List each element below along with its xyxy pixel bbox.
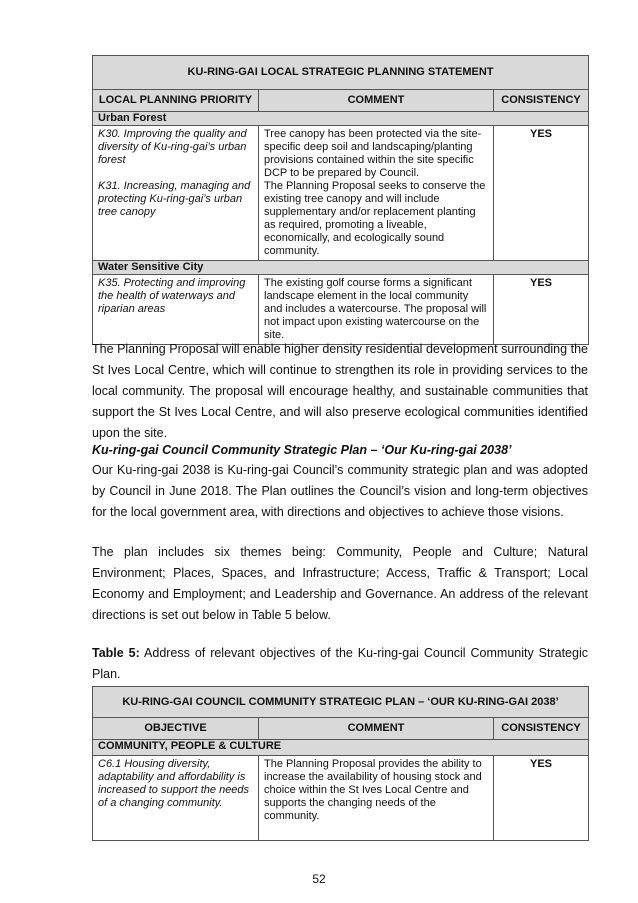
priority-k30: K30. Improving the quality and diversity of Ku-ring-gai’s urban forest: [98, 128, 247, 166]
header-comment: COMMENT: [259, 718, 494, 740]
lsps-title: KU-RING-GAI LOCAL STRATEGIC PLANNING STATEMENT: [93, 56, 589, 90]
header-comment: COMMENT: [259, 90, 494, 112]
table5-caption: [92, 643, 588, 685]
csp-title-row: [93, 687, 589, 718]
section-subheading: Ku-ring-gai Council Community Strategic Plan – ‘Our Ku-ring-gai 2038’: [92, 443, 512, 457]
section-row-water-sensitive-city: [93, 261, 589, 275]
paragraph-csp-intro: Our Ku-ring-gai 2038 is Ku-ring-gai Council’s community strategic plan and was adopted by Council in June 2018. The Plan outlines the Council’s vision and long-term objectives for the local government area, with directions and objectives to achieve those visions.: [92, 463, 588, 519]
comment-cell: The Planning Proposal provides the ability to increase the availability of housing stock and choice within the St Ives Local Centre and supports the changing needs of the community.: [259, 756, 494, 841]
table-row: [93, 126, 589, 261]
section-name: Urban Forest: [93, 112, 589, 126]
section-name: COMMUNITY, PEOPLE & CULTURE: [93, 740, 589, 756]
paragraph-themes: The plan includes six themes being: Community, People and Culture; Natural Environment; Places, Spaces, and Infrastructure; Access, Traffic & Transport; Local Economy and Employment; and Leadership and Governance. An address of the relevant directions is set out below in Table 5 below.: [92, 545, 588, 622]
comment-text: Tree canopy has been protected via the site-specific deep soil and landscaping/planting provisions contained within the site specific DCP to be prepared by Council.: [264, 128, 482, 179]
lsps-table: [92, 55, 589, 345]
section-name: Water Sensitive City: [93, 261, 589, 275]
consistency-value: YES: [494, 756, 589, 841]
comment-text: The Planning Proposal seeks to conserve the existing tree canopy and will include supplementary and/or replacement planting as required, promoting a liveable, economically, and ecologically sound community.: [264, 180, 486, 257]
section-row-urban-forest: [93, 112, 589, 126]
priority-cell: [93, 126, 259, 261]
priority-k31: K31. Increasing, managing and protecting Ku-ring-gai’s urban tree canopy: [98, 180, 251, 218]
table-row: [93, 756, 589, 841]
priority-k35: K35. Protecting and improving the health of waterways and riparian areas: [98, 277, 246, 315]
lsps-title-row: [93, 56, 589, 90]
section-row-community: [93, 740, 589, 756]
page-number: 52: [312, 872, 326, 886]
csp-title: KU-RING-GAI COUNCIL COMMUNITY STRATEGIC PLAN – ‘OUR KU-RING-GAI 2038’: [93, 687, 589, 718]
header-consistency: CONSISTENCY: [494, 90, 589, 112]
csp-table: [92, 686, 589, 841]
lsps-header-row: [93, 90, 589, 112]
consistency-value: YES: [494, 126, 589, 261]
objective-cell: C6.1 Housing diversity, adaptability and affordability is increased to support the needs of a changing community.: [93, 756, 259, 841]
header-objective: OBJECTIVE: [93, 718, 259, 740]
table-row: [93, 275, 589, 345]
table5-label: Table 5:: [92, 646, 140, 660]
csp-header-row: [93, 718, 589, 740]
table5-text: Address of relevant objectives of the Ku-ring-gai Council Community Strategic Plan.: [92, 646, 588, 681]
paragraph-planning-proposal: The Planning Proposal will enable higher density residential development surrounding the St Ives Local Centre, which will continue to strengthen its role in providing services to the local community. The proposal will encourage healthy, and sustainable communities that support the St Ives Local Centre, and will also preserve ecological communities identified upon the site.: [92, 342, 588, 440]
comment-cell: [259, 126, 494, 261]
priority-cell: [93, 275, 259, 345]
comment-cell: [259, 275, 494, 345]
consistency-value: YES: [494, 275, 589, 345]
header-priority: LOCAL PLANNING PRIORITY: [93, 90, 259, 112]
header-consistency: CONSISTENCY: [494, 718, 589, 740]
comment-text: The existing golf course forms a significant landscape element in the local community and includes a watercourse. The proposal will not impact upon existing watercourse on the site.: [264, 277, 487, 341]
